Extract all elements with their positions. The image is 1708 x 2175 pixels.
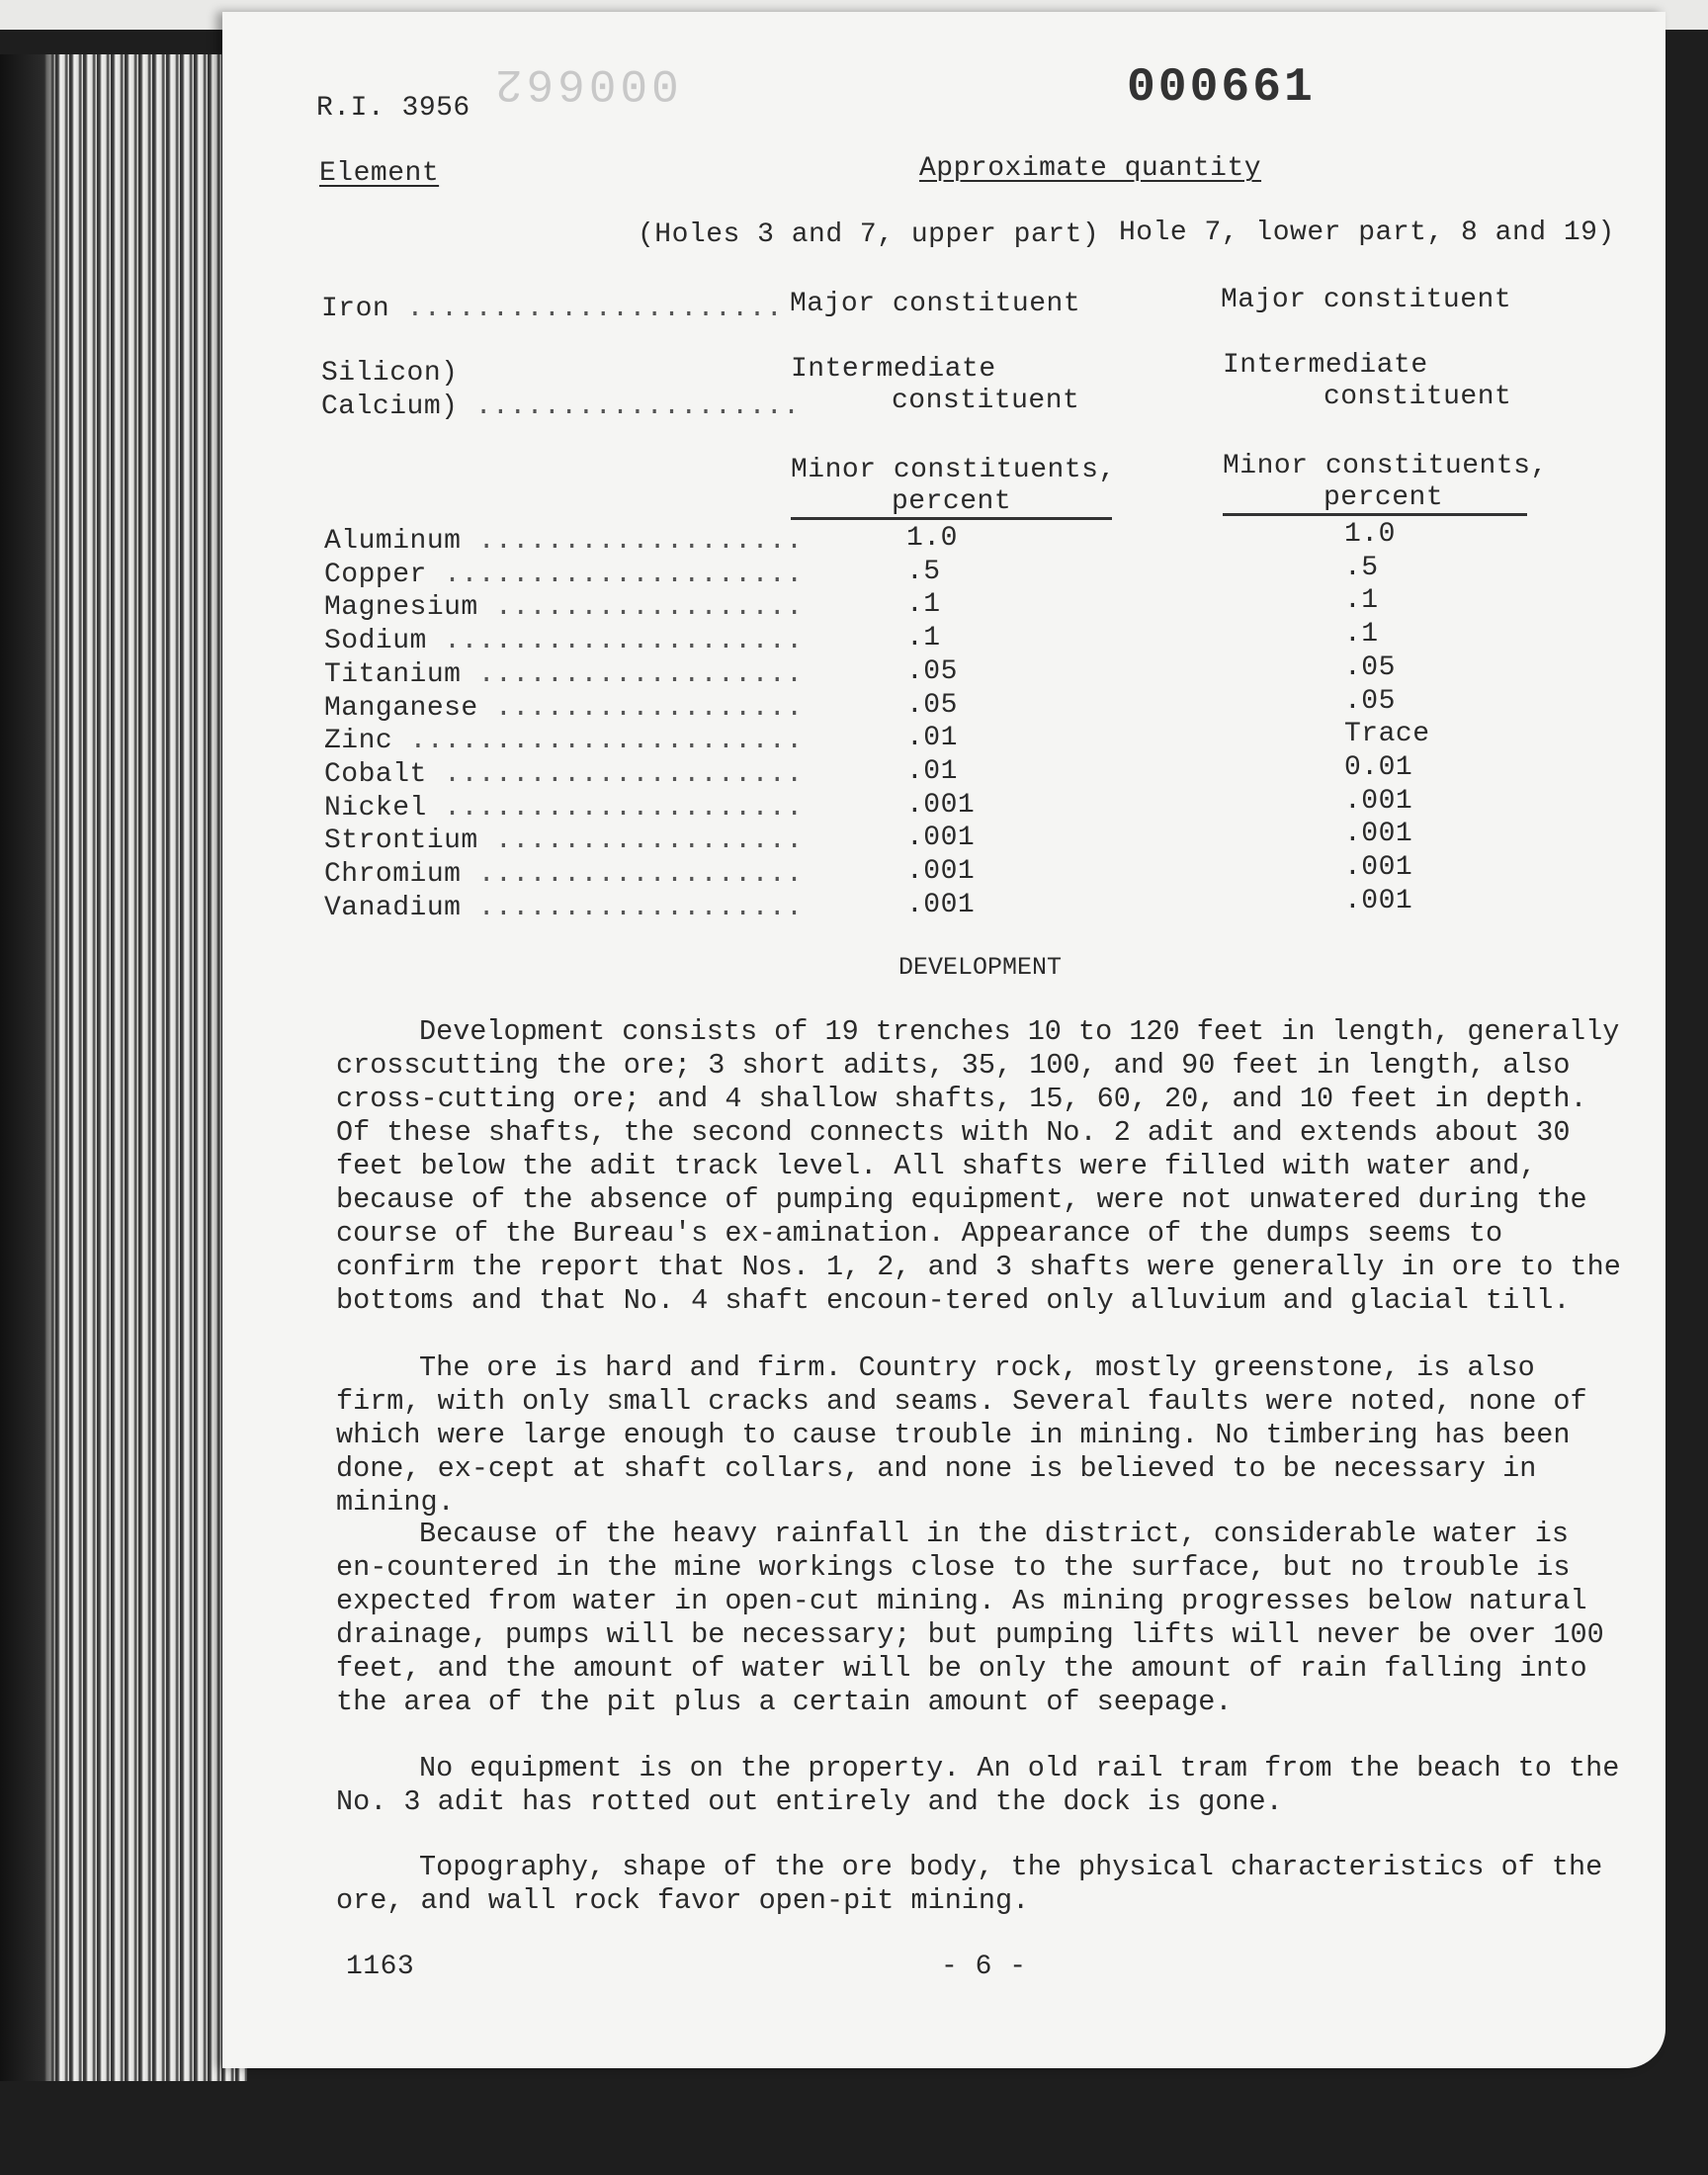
row-label-iron: Iron ...................... [321,294,784,324]
minor-row-col1-value: .5 [906,556,941,587]
minor-row-col1-value: .05 [906,689,958,721]
minor-row-col2-value: 1.0 [1344,519,1396,550]
minor-row-col2-value: .001 [1344,885,1413,916]
minor-row-label: Chromium ................... [324,859,804,890]
minor-row-col1-value: 1.0 [906,523,958,554]
minor-row-col2-value: .5 [1344,552,1379,583]
iron-col2: Major constituent [1221,285,1512,315]
intermediate-col2-line2: constituent [1324,382,1512,412]
minor-row-label: Aluminum ................... [324,526,804,557]
minor-row-col1-value: .01 [906,755,958,787]
minor-row-label: Nickel ..................... [324,792,804,824]
column1-header: (Holes 3 and 7, upper part) [638,219,1100,250]
minor-row-label: Copper ..................... [324,559,804,590]
minor-row-col2-value: .001 [1344,785,1413,817]
minor-row-label: Magnesium .................. [324,592,804,624]
paragraph-2: The ore is hard and firm. Country rock, mostly greenstone, is also firm, with only small cracks and seams. Several faults were noted, none of which were large enough to cause trouble in mining. No timbering has been done, ex-cept at shaft collars, and none is believed to be necessary in mining. [336,1351,1587,1519]
minor-col1-header-line1: Minor constituents, [791,455,1116,485]
minor-row-col1-value: .001 [906,789,976,821]
minor-row-label: Vanadium ................... [324,892,804,923]
minor-row-label: Cobalt ..................... [324,758,804,790]
page-stamp: 000661 [1127,61,1316,115]
document-page [222,12,1665,2068]
minor-row-col1-value: .001 [906,823,976,854]
minor-row-label: Strontium .................. [324,826,804,857]
doc-number: 1163 [346,1952,415,1982]
minor-row-col1-value: .1 [906,589,941,621]
minor-row-col2-value: .1 [1344,585,1379,617]
page-stack-shadow [0,54,59,2081]
minor-row-label: Manganese .................. [324,692,804,724]
minor-col1-header-line2: percent [892,486,1012,517]
minor-row-col2-value: .05 [1344,685,1396,717]
minor-col1-rule [791,517,1112,520]
paragraph-5: Topography, shape of the ore body, the physical characteristics of the ore, and wall rock favor open-pit mining. [336,1851,1603,1917]
minor-row-label: Sodium ..................... [324,626,804,657]
report-id: R.I. 3956 [316,93,470,124]
column2-header: Hole 7, lower part, 8 and 19) [1119,218,1615,248]
row-label-silicon: Silicon) [321,358,459,389]
page-number: - 6 - [941,1952,1027,1982]
minor-col2-rule [1223,513,1527,516]
minor-row-col2-value: .001 [1344,819,1413,850]
stamp-ghost: 000662 [491,57,679,109]
paragraph-4: No equipment is on the property. An old rail tram from the beach to the No. 3 adit has rotted out entirely and the dock is gone. [336,1752,1620,1818]
iron-col1: Major constituent [790,289,1081,319]
minor-row-col2-value: Trace [1344,719,1430,750]
minor-col2-header-line1: Minor constituents, [1223,451,1548,481]
element-header: Element [319,158,440,189]
intermediate-col1-line2: constituent [892,386,1080,416]
minor-row-col2-value: .1 [1344,619,1379,651]
minor-row-label: Titanium ................... [324,658,804,690]
row-label-calcium: Calcium) ................... [321,392,801,422]
paragraph-3: Because of the heavy rainfall in the district, considerable water is en-countered in the mine workings close to the surface, but no trouble is expected from water in open-cut mining. As mining progresses below natural drainage, pumps will be necessary; but pumping lifts will never be over 100 feet, and the amount of water will be only the amount of rain falling into the area of the pit plus a certain amount of seepage. [336,1518,1604,1718]
minor-row-col1-value: .001 [906,856,976,887]
minor-row-col1-value: .01 [906,723,958,754]
intermediate-col1-line1: Intermediate [791,354,996,385]
minor-row-col2-value: .001 [1344,852,1413,883]
minor-row-col2-value: .05 [1344,652,1396,683]
minor-row-col1-value: .1 [906,623,941,654]
minor-row-col1-value: .05 [906,655,958,687]
paragraph-1: Development consists of 19 trenches 10 to 120 feet in length, generally crosscutting the ore; 3 short adits, 35, 100, and 90 feet in length, also cross-cutting ore; and 4 shallow shafts, 15, 60, 20, and 10 feet in depth. Of these shafts, the second connects with No. 2 adit and extends about 30 feet below the adit track level. All shafts were filled with water and, because of the absence of pumping equipment, were not unwatered during the course of the Bureau's ex-amination. Appearance of the dumps seems to confirm the report that Nos. 1, 2, and 3 shafts were generally in ore to the bottoms and that No. 4 shaft encoun-tered only alluvium and glacial till. [336,1015,1621,1317]
minor-row-col1-value: .001 [906,889,976,920]
minor-row-label: Zinc ....................... [324,726,804,757]
intermediate-col2-line1: Intermediate [1223,350,1428,381]
section-heading: DEVELOPMENT [898,953,1063,982]
minor-col2-header-line2: percent [1324,482,1444,513]
quantity-header: Approximate quantity [919,153,1262,184]
minor-row-col2-value: 0.01 [1344,751,1413,783]
